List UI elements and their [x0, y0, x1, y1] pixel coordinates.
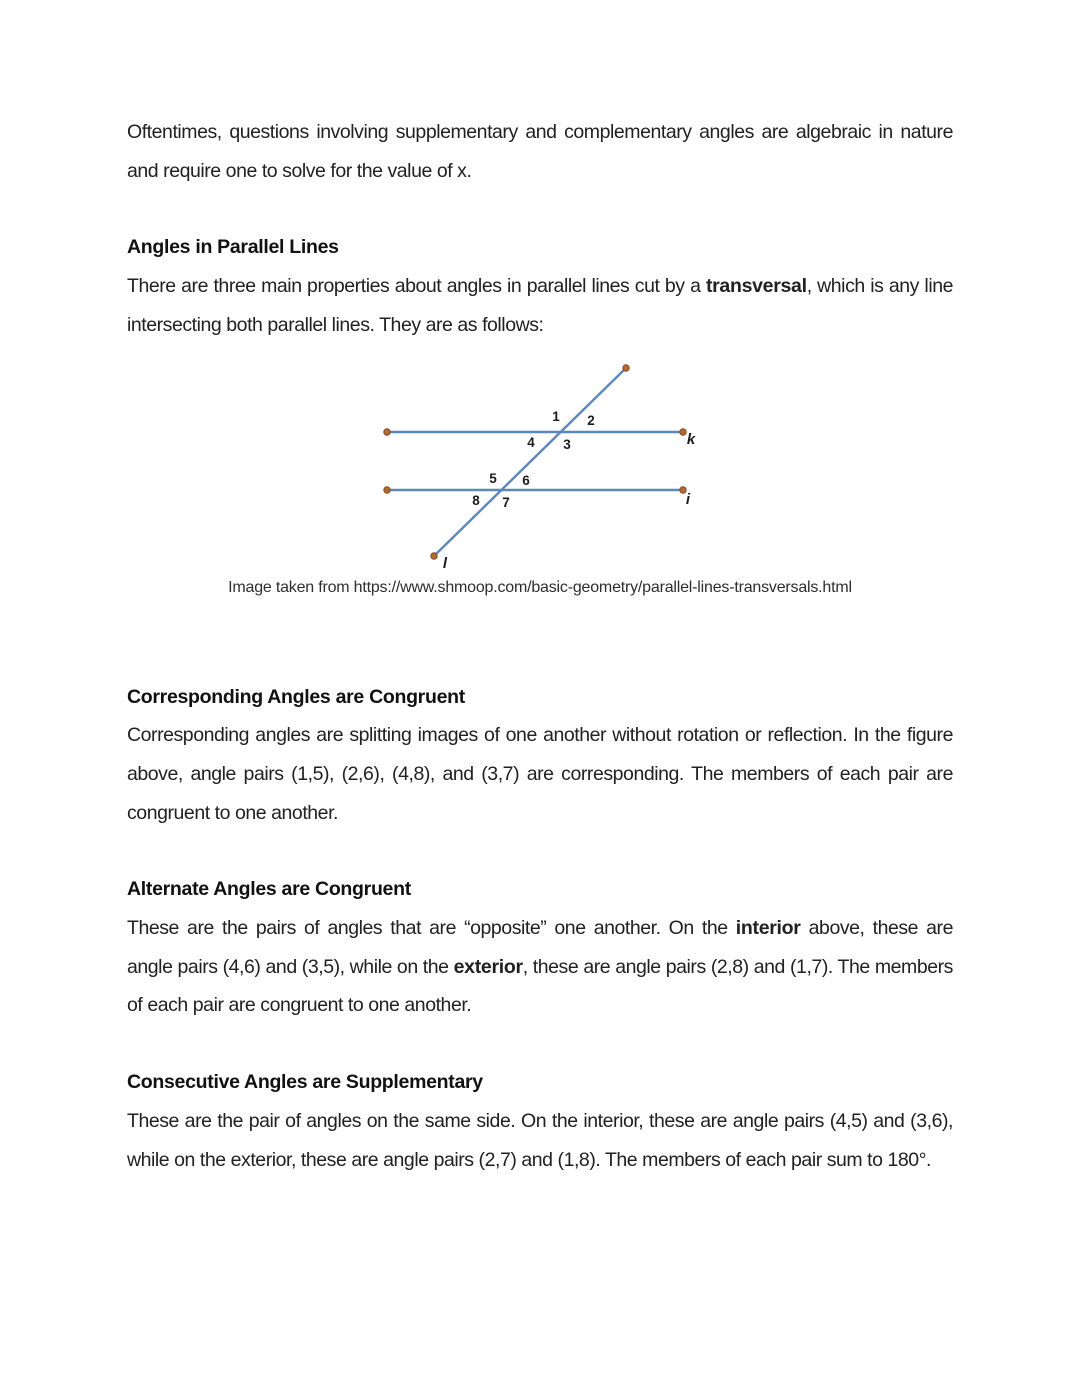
heading-alternate-angles: Alternate Angles are Congruent: [127, 878, 411, 901]
alternate-run-2: above, these are angle pairs (4,6) and (3,5), while on the: [127, 917, 953, 978]
exterior-bold-term: exterior: [453, 955, 523, 978]
parallel-run-2: , which is any line intersecting both parallel lines. They are as follows:: [127, 275, 953, 336]
alternate-run-3: , these are angle pairs (2,8) and (1,7). The members of each pair are congruent to one another.: [127, 955, 953, 1017]
line-label-l: l: [442, 554, 448, 572]
angle-label-3: 3: [563, 436, 571, 452]
endpoint-dot: [431, 552, 437, 558]
intro-text: Oftentimes, questions involving supplementary and complementary angles are algebraic in nature and require one to solve for the value of x.: [127, 121, 953, 182]
intro-paragraph: [127, 113, 953, 190]
corresponding-text: Corresponding angles are splitting images of one another without rotation or reflection. In the figure above, angle pairs (1,5), (2,6), (4,8), and (3,7) are corresponding. The members of each pair are congruent to one another.: [127, 724, 953, 824]
transversal-line: [434, 368, 626, 556]
alternate-run-1: These are the pairs of angles that are “opposite” one another. On the: [127, 917, 736, 940]
angle-label-1: 1: [552, 408, 560, 424]
endpoint-dot: [623, 364, 629, 370]
endpoint-dot: [384, 486, 390, 492]
line-label-i: i: [685, 490, 691, 508]
heading-corresponding-angles: Corresponding Angles are Congruent: [127, 685, 465, 708]
line-label-k: k: [686, 430, 696, 448]
angle-label-6: 6: [522, 472, 530, 488]
endpoint-dot: [384, 428, 390, 434]
angle-label-5: 5: [489, 470, 497, 486]
parallel-run-1: There are three main properties about angles in parallel lines cut by a: [127, 275, 706, 298]
corresponding-angles-paragraph: [127, 716, 953, 832]
parallel-lines-paragraph: [127, 267, 953, 344]
transversal-bold-term: transversal: [705, 275, 807, 298]
angle-label-8: 8: [472, 492, 480, 508]
angle-label-7: 7: [502, 494, 510, 510]
angle-label-2: 2: [587, 412, 595, 428]
figure-caption: Image taken from https://www.shmoop.com/basic-geometry/parallel-lines-transversals.html: [228, 578, 852, 596]
interior-bold-term: interior: [735, 917, 801, 940]
consecutive-angles-paragraph: [127, 1102, 953, 1179]
heading-angles-in-parallel-lines: Angles in Parallel Lines: [127, 236, 339, 259]
figure-container: [127, 357, 953, 572]
endpoint-dot: [680, 428, 686, 434]
heading-consecutive-angles: Consecutive Angles are Supplementary: [127, 1071, 483, 1094]
consecutive-text: These are the pair of angles on the same side. On the interior, these are angle pairs (4,5) and (3,6), while on the exterior, these are angle pairs (2,7) and (1,8). The members of each pair sum to 180°.: [127, 1109, 953, 1171]
angle-label-4: 4: [527, 434, 535, 450]
alternate-angles-paragraph: [127, 909, 953, 1025]
parallel-lines-transversal-diagram: [365, 357, 700, 572]
